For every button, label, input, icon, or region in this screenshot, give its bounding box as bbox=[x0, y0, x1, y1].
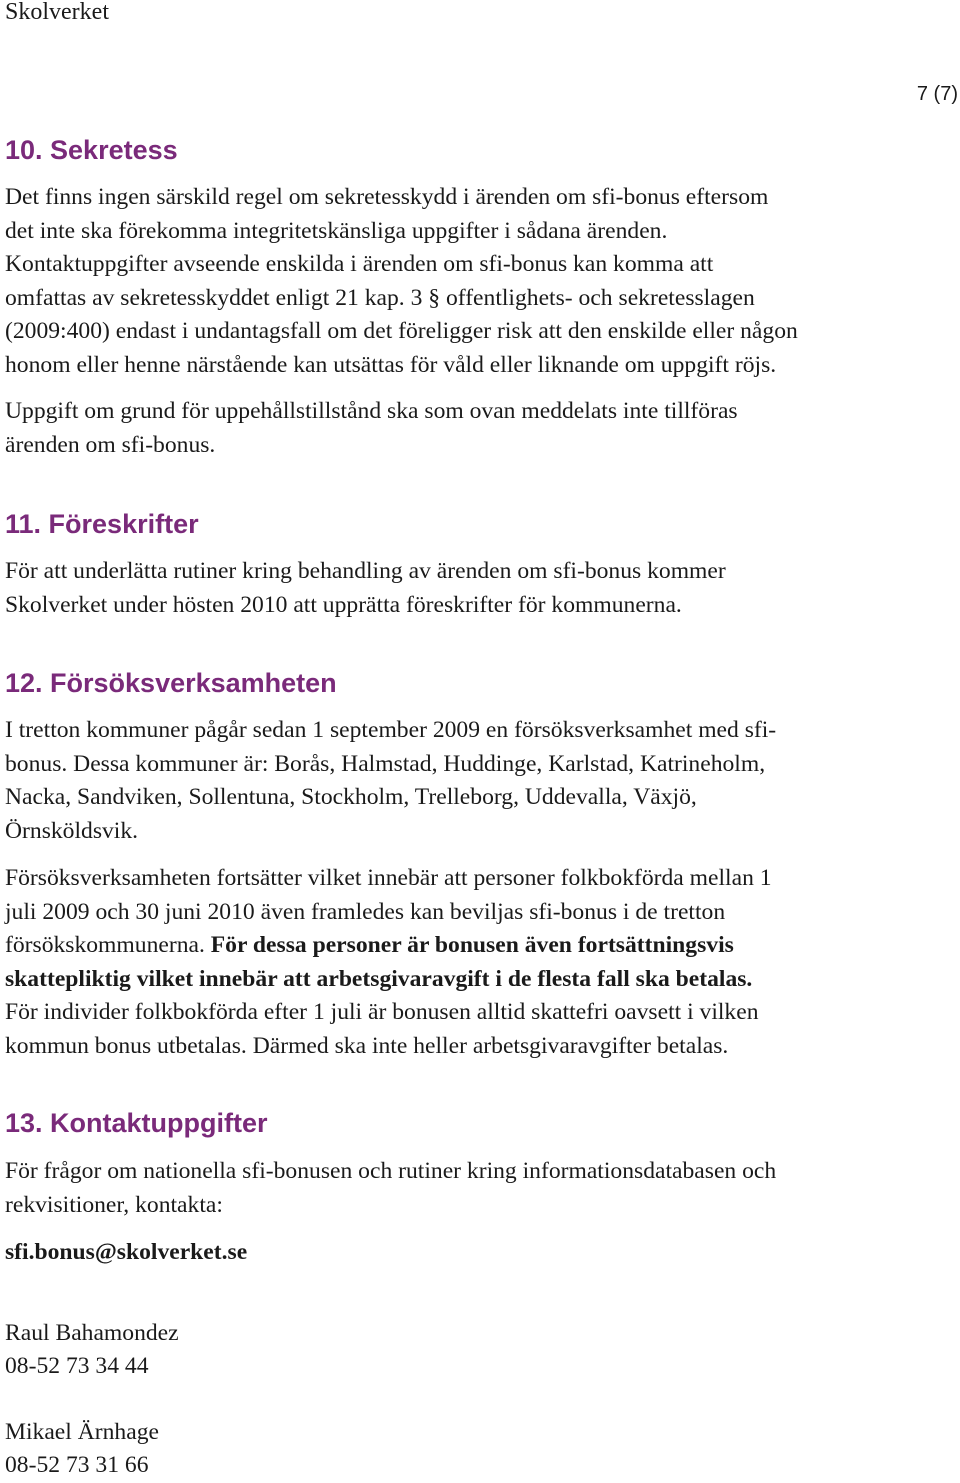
text-line: rekvisitioner, kontakta: bbox=[5, 1191, 223, 1218]
text-line: Försöksverksamheten fortsätter vilket innebär att personer folkbokförda mellan 1 bbox=[5, 865, 772, 891]
text-line: Uppgift om grund för uppehållstillstånd ska som ovan meddelats inte tillföras bbox=[5, 398, 738, 424]
text-line: (2009:400) endast i undantagsfall om det föreligger risk att den enskilde eller någon bbox=[5, 318, 798, 344]
text-line: det inte ska förekomma integritetskänsliga uppgifter i sådana ärenden. bbox=[5, 217, 668, 244]
contact-phone: 08-52 73 34 44 bbox=[5, 1353, 149, 1379]
paragraph-kontaktuppgifter bbox=[5, 1155, 957, 1222]
text-line: I tretton kommuner pågår sedan 1 september 2009 en försöksverksamhet med sfi- bbox=[5, 717, 777, 743]
section-heading-foreskrifter: 11. Föreskrifter bbox=[5, 509, 199, 539]
text-line: För individer folkbokförda efter 1 juli är bonusen alltid skattefri oavsett i vilken bbox=[5, 999, 759, 1025]
section-heading-sekretess: 10. Sekretess bbox=[5, 135, 178, 165]
bold-emphasis: För dessa personer är bonusen även fortsättningsvis bbox=[210, 932, 734, 958]
text-line: Det finns ingen särskild regel om sekretesskydd i ärenden om sfi-bonus eftersom bbox=[5, 184, 769, 210]
paragraph-sekretess-2 bbox=[5, 395, 957, 462]
contact-phone: 08-52 73 31 66 bbox=[5, 1452, 149, 1478]
paragraph-sekretess-1 bbox=[5, 181, 957, 382]
text-segment: försökskommunerna. bbox=[5, 932, 211, 958]
text-line: För frågor om nationella sfi-bonusen och rutiner kring informationsdatabasen och bbox=[5, 1158, 777, 1184]
contact-name: Mikael Ärnhage bbox=[5, 1419, 159, 1445]
text-line bbox=[5, 929, 957, 963]
contact-name: Raul Bahamondez bbox=[5, 1320, 179, 1346]
document-header-org: Skolverket bbox=[5, 0, 109, 25]
text-line: omfattas av sekretesskyddet enligt 21 kap. 3 § offentlighets- och sekretesslagen bbox=[5, 284, 755, 311]
contact-email: sfi.bonus@skolverket.se bbox=[5, 1239, 248, 1265]
text-line: ärenden om sfi-bonus. bbox=[5, 431, 216, 458]
text-line: För att underlätta rutiner kring behandling av ärenden om sfi-bonus kommer bbox=[5, 558, 726, 584]
paragraph-forsoksverksamheten-1 bbox=[5, 714, 957, 848]
paragraph-forsoksverksamheten-2 bbox=[5, 862, 957, 1063]
section-heading-kontaktuppgifter: 13. Kontaktuppgifter bbox=[5, 1108, 268, 1138]
text-line: Örnsköldsvik. bbox=[5, 817, 139, 844]
text-line: juli 2009 och 30 juni 2010 även framledes kan beviljas sfi-bonus i de tretton bbox=[5, 898, 726, 925]
text-line: kommun bonus utbetalas. Därmed ska inte heller arbetsgivaravgifter betalas. bbox=[5, 1032, 729, 1059]
page-number: 7 (7) bbox=[916, 83, 958, 105]
text-line: bonus. Dessa kommuner är: Borås, Halmstad, Huddinge, Karlstad, Katrineholm, bbox=[5, 750, 766, 777]
paragraph-foreskrifter bbox=[5, 555, 957, 622]
text-line: honom eller henne närstående kan utsättas för våld eller liknande om uppgift röjs. bbox=[5, 351, 777, 378]
bold-emphasis-line: skattepliktig vilket innebär att arbetsgivaravgift i de flesta fall ska betalas. bbox=[5, 965, 753, 992]
section-heading-forsoksverksamheten: 12. Försöksverksamheten bbox=[5, 668, 337, 698]
text-line: Nacka, Sandviken, Sollentuna, Stockholm, Trelleborg, Uddevalla, Växjö, bbox=[5, 784, 697, 810]
text-line: Kontaktuppgifter avseende enskilda i ärenden om sfi-bonus kan komma att bbox=[5, 251, 714, 277]
text-line: Skolverket under hösten 2010 att upprätta föreskrifter för kommunerna. bbox=[5, 591, 682, 618]
